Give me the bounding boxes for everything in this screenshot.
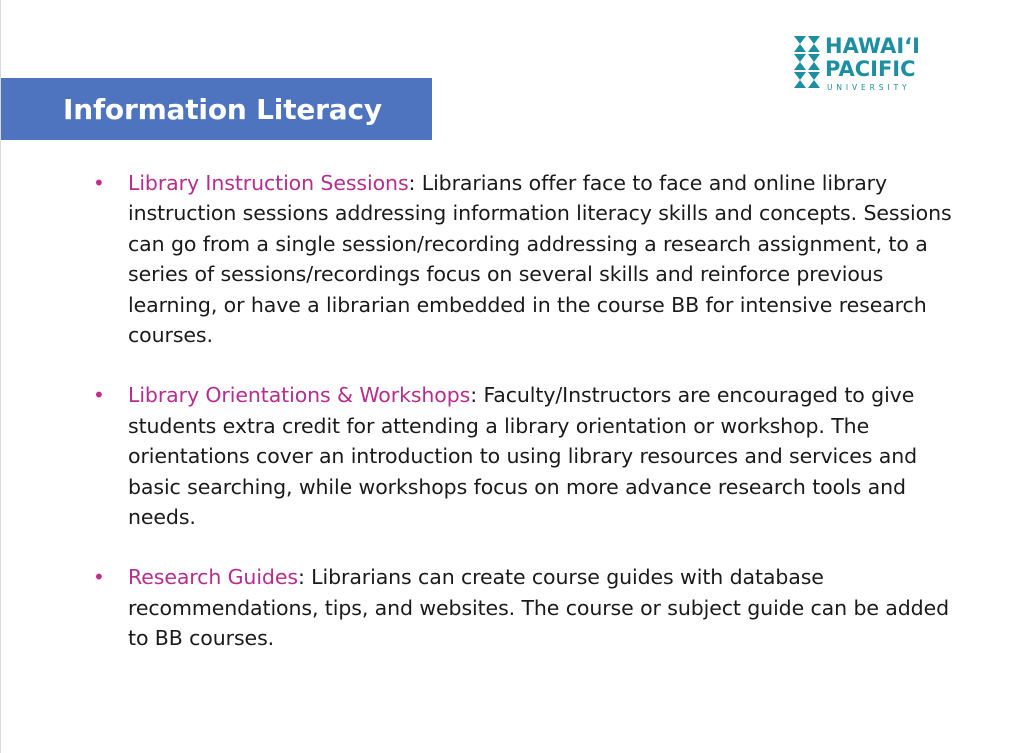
bullet-item-research-guides xyxy=(93,562,973,653)
bullet-list xyxy=(93,168,973,684)
bullet-text: : Librarians offer face to face and online library instruction sessions addressing information literacy skills and concepts. Sessions can go from a single session/recording addressing a research assignment, to a series of sessions/recordings focus on several skills and reinforce previous learning, or have a librarian embedded in the course BB for intensive research courses. xyxy=(128,171,952,348)
title-bar xyxy=(1,78,432,140)
bullet-term: Library Orientations & Workshops xyxy=(128,383,471,408)
logo-graphic xyxy=(793,32,958,94)
bullet-item-orientations-workshops xyxy=(93,380,973,532)
bullet-text: : Faculty/Instructors are encouraged to give students extra credit for attending a library orientation or workshop. The orientations cover an introduction to using library resources and services and basic searching, while workshops focus on more advance research tools and needs. xyxy=(128,383,918,530)
bullet-marker: • xyxy=(93,565,105,590)
logo-line-1: HAWAI‘I xyxy=(825,34,920,58)
bullet-term: Library Instruction Sessions xyxy=(128,171,409,195)
slide-title: Information Literacy xyxy=(63,92,382,126)
bullet-marker: • xyxy=(93,171,105,195)
logo-line-3: UNIVERSITY xyxy=(827,83,911,92)
bullet-marker: • xyxy=(93,383,105,408)
bullet-item-library-instruction xyxy=(93,168,973,350)
bullet-term: Research Guides xyxy=(128,565,298,590)
logo-mark-icon xyxy=(794,36,820,88)
university-logo xyxy=(793,32,958,94)
logo-line-2: PACIFIC xyxy=(825,57,916,81)
bullet-text: : Librarians can create course guides with database recommendations, tips, and websites. The course or subject guide can be added to BB courses. xyxy=(128,565,950,651)
